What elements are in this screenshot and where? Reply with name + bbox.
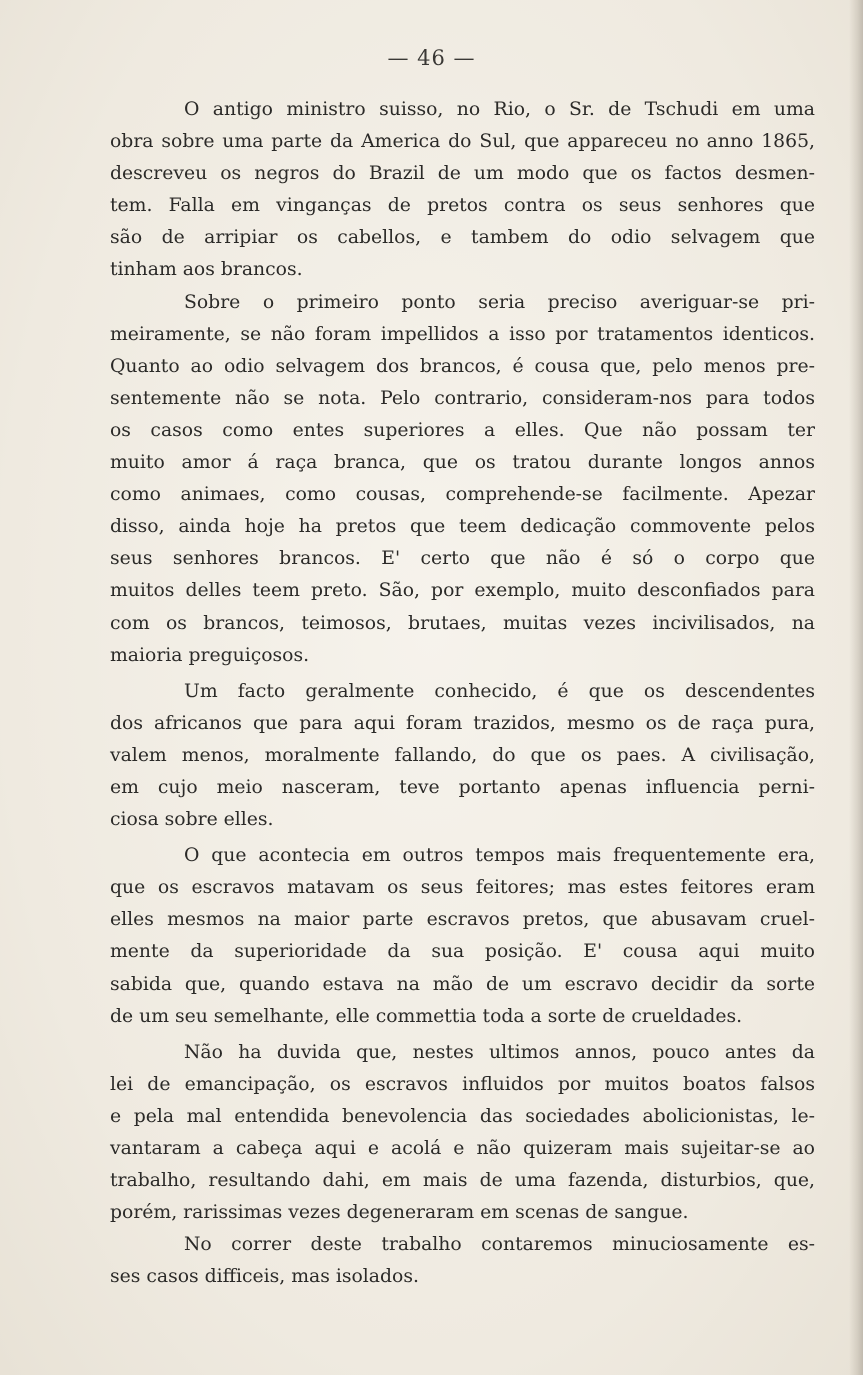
text-line: Não ha duvida que, nestes ultimos annos, pouco antes da	[184, 1041, 815, 1063]
text-line: sabida que, quando estava na mão de um escravo decidir da sorte	[110, 973, 815, 995]
text-line: dos africanos que para aqui foram trazidos, mesmo os de raça pura,	[110, 712, 815, 734]
page-number: — 46 —	[387, 46, 476, 70]
text-line: No correr deste trabalho contaremos minuciosamente es-	[184, 1234, 815, 1256]
paragraph-2	[110, 287, 815, 672]
text-body	[110, 94, 815, 1293]
text-line: vantaram a cabeça aqui e acolá e não quizeram mais sujeitar-se ao	[110, 1138, 815, 1159]
text-line: disso, ainda hoje ha pretos que teem dedicação commovente pelos	[110, 516, 815, 538]
text-line: de um seu semelhante, elle commettia toda a sorte de crueldades.	[110, 1005, 743, 1027]
text-line: ciosa sobre elles.	[110, 809, 274, 831]
page-edge-shadow	[849, 0, 863, 1375]
text-line: trabalho, resultando dahi, em mais de uma fazenda, disturbios, que,	[110, 1170, 815, 1192]
text-line: tinham aos brancos.	[110, 259, 303, 281]
paragraph-6	[110, 1229, 815, 1293]
text-line: meiramente, se não foram impellidos a isso por tratamentos identicos.	[110, 323, 815, 345]
paragraph-3	[110, 676, 815, 836]
text-line: muitos delles teem preto. São, por exemplo, muito desconfiados para	[110, 580, 815, 602]
text-line: são de arripiar os cabellos, e tambem do odio selvagem que	[110, 227, 815, 249]
text-line: sentemente não se nota. Pelo contrario, consideram-nos para todos	[110, 387, 815, 409]
text-line: mente da superioridade da sua posição. E' cousa aqui muito	[110, 941, 815, 963]
text-line: valem menos, moralmente fallando, do que os paes. A civilisação,	[110, 744, 815, 766]
text-line: porém, rarissimas vezes degeneraram em scenas de sangue.	[110, 1202, 689, 1224]
text-line: tem. Falla em vinganças de pretos contra os seus senhores que	[110, 195, 815, 217]
text-line: como animaes, como cousas, comprehende-se facilmente. Apezar	[110, 484, 815, 506]
text-line: maioria preguiçosos.	[110, 644, 310, 666]
text-line: elles mesmos na maior parte escravos pretos, que abusavam cruel-	[110, 909, 815, 931]
text-line: os casos como entes superiores a elles. Que não possam ter	[110, 419, 815, 441]
text-line: O antigo ministro suisso, no Rio, o Sr. de Tschudi em uma	[184, 99, 815, 120]
text-line: e pela mal entendida benevolencia das sociedades abolicionistas, le-	[110, 1105, 815, 1127]
text-line: obra sobre uma parte da America do Sul, que appareceu no anno 1865,	[110, 131, 815, 153]
text-line: Sobre o primeiro ponto seria preciso averiguar-se pri-	[184, 291, 815, 313]
text-line: Quanto ao odio selvagem dos brancos, é cousa que, pelo menos pre-	[110, 355, 815, 377]
text-line: muito amor á raça branca, que os tratou durante longos annos	[110, 452, 815, 474]
paragraph-4	[110, 840, 815, 1033]
paragraph-1	[110, 94, 815, 287]
text-line: em cujo meio nasceram, teve portanto apenas influencia perni-	[110, 776, 815, 798]
text-line: Um facto geralmente conhecido, é que os descendentes	[184, 680, 815, 702]
text-line: lei de emancipação, os escravos influidos por muitos boatos falsos	[110, 1073, 815, 1095]
text-line: que os escravos matavam os seus feitores; mas estes feitores eram	[110, 877, 815, 899]
text-line: ses casos difficeis, mas isolados.	[110, 1266, 419, 1288]
text-line: descreveu os negros do Brazil de um modo que os factos desmen-	[110, 163, 815, 185]
text-line: com os brancos, teimosos, brutaes, muitas vezes incivilisados, na	[110, 612, 815, 634]
text-line: seus senhores brancos. E' certo que não é só o corpo que	[110, 548, 815, 570]
paragraph-5	[110, 1037, 815, 1230]
text-line: O que acontecia em outros tempos mais frequentemente era,	[184, 845, 815, 867]
